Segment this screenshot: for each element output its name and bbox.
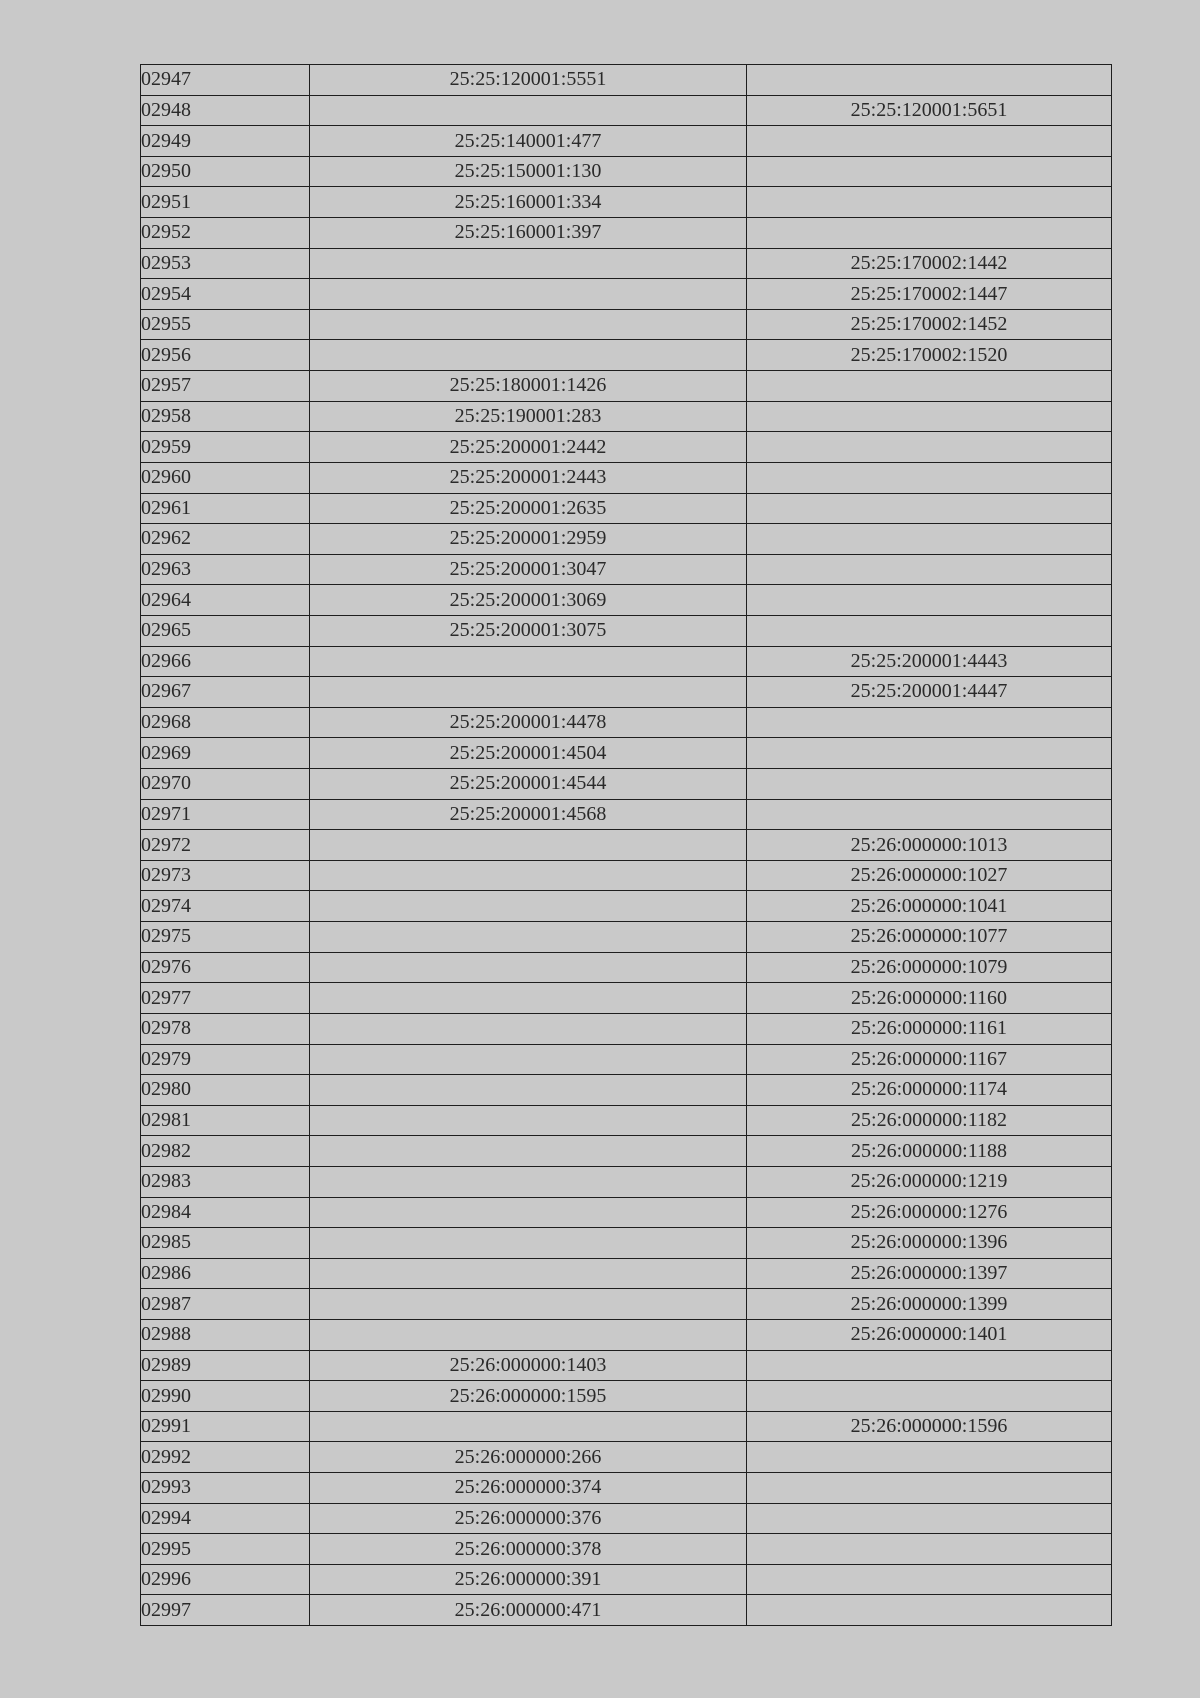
- table-row: [141, 1013, 1112, 1044]
- cadastral-number-cell-col3: 25:26:000000:1401: [747, 1319, 1112, 1350]
- row-number-cell: 02955: [141, 309, 310, 340]
- cadastral-number-cell-col3: [747, 554, 1112, 585]
- table-row: [141, 707, 1112, 738]
- cadastral-number-cell-col2: [310, 1075, 747, 1106]
- cadastral-number-cell-col3: 25:25:120001:5651: [747, 95, 1112, 126]
- cadastral-number-cell-col2: 25:26:000000:266: [310, 1442, 747, 1473]
- row-number-cell: 02956: [141, 340, 310, 371]
- row-number-cell: 02961: [141, 493, 310, 524]
- cadastral-number-cell-col3: [747, 462, 1112, 493]
- cadastral-number-cell-col2: [310, 1411, 747, 1442]
- cadastral-number-cell-col3: 25:25:170002:1442: [747, 248, 1112, 279]
- row-number-cell: 02973: [141, 860, 310, 891]
- cadastral-number-cell-col3: [747, 769, 1112, 800]
- cadastral-number-cell-col3: 25:26:000000:1396: [747, 1228, 1112, 1259]
- row-number-cell: 02983: [141, 1166, 310, 1197]
- row-number-cell: 02968: [141, 707, 310, 738]
- cadastral-number-cell-col2: [310, 860, 747, 891]
- row-number-cell: 02948: [141, 95, 310, 126]
- row-number-cell: 02996: [141, 1564, 310, 1595]
- cadastral-number-cell-col3: [747, 585, 1112, 616]
- cadastral-number-cell-col2: [310, 646, 747, 677]
- cadastral-number-cell-col3: 25:26:000000:1027: [747, 860, 1112, 891]
- cadastral-number-cell-col2: [310, 1044, 747, 1075]
- table-row: [141, 677, 1112, 708]
- row-number-cell: 02950: [141, 156, 310, 187]
- cadastral-number-cell-col2: 25:25:200001:2635: [310, 493, 747, 524]
- row-number-cell: 02978: [141, 1013, 310, 1044]
- row-number-cell: 02990: [141, 1381, 310, 1412]
- cadastral-number-cell-col2: 25:26:000000:391: [310, 1564, 747, 1595]
- table-row: [141, 1442, 1112, 1473]
- cadastral-number-cell-col3: 25:26:000000:1188: [747, 1136, 1112, 1167]
- table-row: [141, 1473, 1112, 1504]
- cadastral-number-cell-col3: 25:26:000000:1161: [747, 1013, 1112, 1044]
- table-row: [141, 1044, 1112, 1075]
- cadastral-number-cell-col2: [310, 952, 747, 983]
- cadastral-number-cell-col3: [747, 1534, 1112, 1565]
- row-number-cell: 02988: [141, 1319, 310, 1350]
- cadastral-number-cell-col2: [310, 1319, 747, 1350]
- table-row: [141, 156, 1112, 187]
- cadastral-number-cell-col2: [310, 1289, 747, 1320]
- row-number-cell: 02995: [141, 1534, 310, 1565]
- table-row: [141, 1564, 1112, 1595]
- row-number-cell: 02947: [141, 65, 310, 96]
- row-number-cell: 02992: [141, 1442, 310, 1473]
- cadastral-number-cell-col3: [747, 1473, 1112, 1504]
- cadastral-number-cell-col2: [310, 309, 747, 340]
- cadastral-number-cell-col3: 25:25:170002:1452: [747, 309, 1112, 340]
- table-row: [141, 830, 1112, 861]
- row-number-cell: 02976: [141, 952, 310, 983]
- row-number-cell: 02970: [141, 769, 310, 800]
- cadastral-number-cell-col2: [310, 340, 747, 371]
- row-number-cell: 02985: [141, 1228, 310, 1259]
- cadastral-number-cell-col3: [747, 493, 1112, 524]
- table-row: [141, 983, 1112, 1014]
- cadastral-number-cell-col3: 25:25:200001:4443: [747, 646, 1112, 677]
- cadastral-number-cell-col2: 25:25:200001:3075: [310, 615, 747, 646]
- cadastral-number-cell-col3: [747, 615, 1112, 646]
- table-row: [141, 126, 1112, 157]
- cadastral-number-cell-col2: 25:25:200001:3047: [310, 554, 747, 585]
- table-row: [141, 1166, 1112, 1197]
- cadastral-number-cell-col2: 25:25:200001:4568: [310, 799, 747, 830]
- row-number-cell: 02958: [141, 401, 310, 432]
- cadastral-number-cell-col3: [747, 432, 1112, 463]
- table-row: [141, 187, 1112, 218]
- cadastral-number-cell-col3: [747, 371, 1112, 402]
- table-row: [141, 1289, 1112, 1320]
- cadastral-number-cell-col3: [747, 187, 1112, 218]
- table-row: [141, 769, 1112, 800]
- cadastral-number-cell-col3: [747, 738, 1112, 769]
- cadastral-number-cell-col3: [747, 1381, 1112, 1412]
- row-number-cell: 02972: [141, 830, 310, 861]
- cadastral-number-cell-col2: 25:26:000000:1403: [310, 1350, 747, 1381]
- table-row: [141, 1381, 1112, 1412]
- cadastral-number-cell-col2: 25:25:200001:4504: [310, 738, 747, 769]
- cadastral-number-table: [140, 64, 1112, 1626]
- cadastral-number-cell-col3: 25:26:000000:1596: [747, 1411, 1112, 1442]
- cadastral-number-cell-col3: 25:25:200001:4447: [747, 677, 1112, 708]
- cadastral-number-cell-col2: 25:26:000000:374: [310, 1473, 747, 1504]
- cadastral-number-cell-col3: 25:26:000000:1219: [747, 1166, 1112, 1197]
- table-row: [141, 585, 1112, 616]
- table-row: [141, 554, 1112, 585]
- cadastral-number-cell-col3: 25:26:000000:1077: [747, 922, 1112, 953]
- row-number-cell: 02986: [141, 1258, 310, 1289]
- table-row: [141, 1075, 1112, 1106]
- row-number-cell: 02984: [141, 1197, 310, 1228]
- cadastral-number-cell-col3: [747, 524, 1112, 555]
- row-number-cell: 02951: [141, 187, 310, 218]
- row-number-cell: 02975: [141, 922, 310, 953]
- table-row: [141, 309, 1112, 340]
- cadastral-number-cell-col3: 25:25:170002:1447: [747, 279, 1112, 310]
- row-number-cell: 02993: [141, 1473, 310, 1504]
- table-row: [141, 1136, 1112, 1167]
- table-row: [141, 615, 1112, 646]
- table-row: [141, 799, 1112, 830]
- table-row: [141, 95, 1112, 126]
- cadastral-number-cell-col3: [747, 707, 1112, 738]
- row-number-cell: 02979: [141, 1044, 310, 1075]
- table-row: [141, 371, 1112, 402]
- cadastral-number-cell-col3: [747, 401, 1112, 432]
- cadastral-number-cell-col2: 25:26:000000:378: [310, 1534, 747, 1565]
- table-row: [141, 432, 1112, 463]
- table-row: [141, 1258, 1112, 1289]
- cadastral-number-cell-col3: 25:26:000000:1167: [747, 1044, 1112, 1075]
- cadastral-number-cell-col3: 25:26:000000:1160: [747, 983, 1112, 1014]
- cadastral-number-cell-col2: 25:25:160001:334: [310, 187, 747, 218]
- table-row: [141, 279, 1112, 310]
- cadastral-number-cell-col2: [310, 1136, 747, 1167]
- table-row: [141, 401, 1112, 432]
- row-number-cell: 02957: [141, 371, 310, 402]
- row-number-cell: 02967: [141, 677, 310, 708]
- cadastral-number-cell-col2: 25:25:200001:3069: [310, 585, 747, 616]
- row-number-cell: 02954: [141, 279, 310, 310]
- table-row: [141, 1350, 1112, 1381]
- cadastral-number-cell-col2: [310, 1105, 747, 1136]
- cadastral-number-cell-col2: [310, 1228, 747, 1259]
- row-number-cell: 02969: [141, 738, 310, 769]
- table-row: [141, 524, 1112, 555]
- row-number-cell: 02963: [141, 554, 310, 585]
- cadastral-number-cell-col3: 25:26:000000:1013: [747, 830, 1112, 861]
- cadastral-number-cell-col2: 25:25:150001:130: [310, 156, 747, 187]
- cadastral-number-cell-col3: 25:26:000000:1079: [747, 952, 1112, 983]
- table-row: [141, 1319, 1112, 1350]
- cadastral-number-cell-col3: [747, 1350, 1112, 1381]
- table-row: [141, 1197, 1112, 1228]
- table-row: [141, 462, 1112, 493]
- table-row: [141, 891, 1112, 922]
- table-row: [141, 493, 1112, 524]
- cadastral-number-cell-col2: [310, 248, 747, 279]
- row-number-cell: 02960: [141, 462, 310, 493]
- cadastral-number-cell-col3: [747, 799, 1112, 830]
- row-number-cell: 02991: [141, 1411, 310, 1442]
- table-row: [141, 1228, 1112, 1259]
- table-row: [141, 65, 1112, 96]
- cadastral-number-cell-col2: [310, 1013, 747, 1044]
- cadastral-number-cell-col2: [310, 95, 747, 126]
- table-row: [141, 952, 1112, 983]
- cadastral-number-cell-col3: 25:26:000000:1174: [747, 1075, 1112, 1106]
- row-number-cell: 02953: [141, 248, 310, 279]
- table-row: [141, 860, 1112, 891]
- table-row: [141, 1411, 1112, 1442]
- table-row: [141, 646, 1112, 677]
- cadastral-number-cell-col2: 25:25:200001:2442: [310, 432, 747, 463]
- table-row: [141, 1503, 1112, 1534]
- row-number-cell: 02974: [141, 891, 310, 922]
- table-row: [141, 922, 1112, 953]
- table-row: [141, 1105, 1112, 1136]
- cadastral-number-cell-col3: 25:26:000000:1399: [747, 1289, 1112, 1320]
- cadastral-number-cell-col3: [747, 1442, 1112, 1473]
- cadastral-number-cell-col2: 25:25:160001:397: [310, 218, 747, 249]
- cadastral-number-cell-col2: 25:25:180001:1426: [310, 371, 747, 402]
- table-row: [141, 248, 1112, 279]
- table-row: [141, 218, 1112, 249]
- row-number-cell: 02959: [141, 432, 310, 463]
- cadastral-number-cell-col3: 25:26:000000:1397: [747, 1258, 1112, 1289]
- table-row: [141, 340, 1112, 371]
- cadastral-number-cell-col3: [747, 218, 1112, 249]
- row-number-cell: 02980: [141, 1075, 310, 1106]
- cadastral-number-cell-col2: 25:25:120001:5551: [310, 65, 747, 96]
- row-number-cell: 02989: [141, 1350, 310, 1381]
- cadastral-number-cell-col3: 25:26:000000:1276: [747, 1197, 1112, 1228]
- cadastral-number-cell-col2: [310, 983, 747, 1014]
- cadastral-number-cell-col2: [310, 677, 747, 708]
- row-number-cell: 02965: [141, 615, 310, 646]
- cadastral-number-cell-col3: [747, 156, 1112, 187]
- row-number-cell: 02982: [141, 1136, 310, 1167]
- cadastral-number-cell-col3: [747, 126, 1112, 157]
- cadastral-number-cell-col3: [747, 1564, 1112, 1595]
- cadastral-number-cell-col2: [310, 1258, 747, 1289]
- cadastral-number-cell-col3: 25:26:000000:1182: [747, 1105, 1112, 1136]
- row-number-cell: 02994: [141, 1503, 310, 1534]
- cadastral-number-cell-col2: [310, 1166, 747, 1197]
- cadastral-number-cell-col2: 25:26:000000:1595: [310, 1381, 747, 1412]
- row-number-cell: 02997: [141, 1595, 310, 1626]
- cadastral-number-cell-col2: 25:25:140001:477: [310, 126, 747, 157]
- table-row: [141, 738, 1112, 769]
- row-number-cell: 02977: [141, 983, 310, 1014]
- table-body: [141, 65, 1112, 1626]
- cadastral-number-cell-col2: 25:25:190001:283: [310, 401, 747, 432]
- cadastral-number-cell-col3: 25:25:170002:1520: [747, 340, 1112, 371]
- cadastral-number-cell-col2: 25:26:000000:471: [310, 1595, 747, 1626]
- cadastral-number-cell-col2: [310, 922, 747, 953]
- cadastral-number-cell-col2: 25:25:200001:4478: [310, 707, 747, 738]
- row-number-cell: 02949: [141, 126, 310, 157]
- cadastral-number-cell-col2: [310, 891, 747, 922]
- row-number-cell: 02952: [141, 218, 310, 249]
- row-number-cell: 02964: [141, 585, 310, 616]
- row-number-cell: 02987: [141, 1289, 310, 1320]
- cadastral-number-cell-col3: [747, 1595, 1112, 1626]
- cadastral-number-cell-col2: 25:25:200001:2443: [310, 462, 747, 493]
- cadastral-number-cell-col2: 25:25:200001:2959: [310, 524, 747, 555]
- cadastral-number-cell-col3: [747, 1503, 1112, 1534]
- cadastral-number-cell-col2: 25:25:200001:4544: [310, 769, 747, 800]
- row-number-cell: 02981: [141, 1105, 310, 1136]
- row-number-cell: 02971: [141, 799, 310, 830]
- table-row: [141, 1595, 1112, 1626]
- row-number-cell: 02962: [141, 524, 310, 555]
- cadastral-number-cell-col2: [310, 1197, 747, 1228]
- cadastral-number-cell-col3: [747, 65, 1112, 96]
- table-row: [141, 1534, 1112, 1565]
- cadastral-number-cell-col2: 25:26:000000:376: [310, 1503, 747, 1534]
- cadastral-number-cell-col2: [310, 830, 747, 861]
- cadastral-number-cell-col2: [310, 279, 747, 310]
- row-number-cell: 02966: [141, 646, 310, 677]
- cadastral-number-cell-col3: 25:26:000000:1041: [747, 891, 1112, 922]
